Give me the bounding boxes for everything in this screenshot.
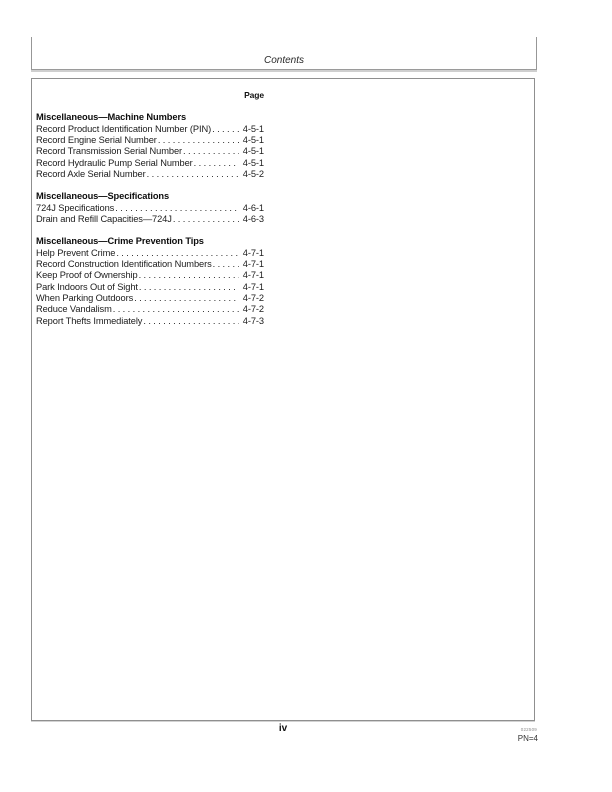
- toc-entry: [36, 293, 264, 304]
- footer-print-code: 022509: [520, 727, 537, 732]
- contents-title: Contents: [263, 55, 305, 66]
- toc-entry-title: Record Hydraulic Pump Serial Number: [36, 157, 193, 168]
- toc-entry-title: Help Prevent Crime: [36, 247, 116, 258]
- toc-entry-leader: [139, 282, 239, 293]
- toc-entry: [36, 248, 264, 259]
- header-box: [31, 37, 537, 70]
- toc-entry-page: 4-7-2: [242, 304, 264, 315]
- toc-entry-title: Report Thefts Immediately: [36, 315, 143, 326]
- toc-entry-page: 4-6-3: [242, 213, 264, 224]
- page-column-label: Page: [244, 90, 264, 100]
- toc-entry-leader: [139, 270, 239, 281]
- toc-entry-title: Record Axle Serial Number: [36, 168, 146, 179]
- toc-entry-page: 4-5-2: [242, 168, 264, 179]
- toc-entry-list: [36, 203, 264, 226]
- toc-section-heading: Miscellaneous—Specifications: [36, 191, 170, 202]
- toc-section: [36, 112, 264, 180]
- toc-entry-title: Record Engine Serial Number: [36, 134, 157, 145]
- toc-section: [36, 236, 264, 327]
- toc-entry-page: 4-7-1: [242, 258, 264, 269]
- footer-page-number: iv: [278, 723, 288, 734]
- toc-entry-page: 4-5-1: [242, 134, 264, 145]
- toc-entry-leader: [213, 259, 239, 270]
- toc-entry-page: 4-5-1: [242, 146, 264, 157]
- toc-entry-page: 4-7-2: [242, 292, 264, 303]
- toc-entry-title: Park Indoors Out of Sight: [36, 281, 138, 292]
- toc-entry-page: 4-6-1: [242, 202, 264, 213]
- toc-section-heading: Miscellaneous—Crime Prevention Tips: [36, 236, 204, 247]
- toc-entry: [36, 203, 264, 214]
- toc-entry-title: Drain and Refill Capacities—724J: [36, 213, 172, 224]
- toc-entry-title: When Parking Outdoors: [36, 292, 134, 303]
- toc-entry: [36, 124, 264, 135]
- toc-entry-leader: [173, 214, 239, 225]
- toc-entry-title: Record Transmission Serial Number: [36, 146, 183, 157]
- toc-entry: [36, 146, 264, 157]
- toc-section: [36, 191, 264, 225]
- toc-entry: [36, 270, 264, 281]
- toc-entry-page: 4-7-3: [242, 315, 264, 326]
- toc-entry-leader: [115, 203, 239, 214]
- toc-entry: [36, 282, 264, 293]
- toc-entry-list: [36, 124, 264, 181]
- toc-entry-page: 4-5-1: [242, 123, 264, 134]
- toc-section-heading: Miscellaneous—Machine Numbers: [36, 112, 187, 123]
- toc-entry: [36, 214, 264, 225]
- toc-entry: [36, 169, 264, 180]
- toc-entry-leader: [116, 248, 239, 259]
- toc-entry-leader: [212, 124, 239, 135]
- toc-entry-title: Record Product Identification Number (PIN): [36, 123, 212, 134]
- toc-entry-page: 4-7-1: [242, 281, 264, 292]
- toc-entry-leader: [194, 158, 239, 169]
- toc-entry: [36, 135, 264, 146]
- toc-entry-leader: [158, 135, 239, 146]
- toc-entry-leader: [147, 169, 239, 180]
- toc-entry: [36, 304, 264, 315]
- toc-column: [36, 90, 264, 327]
- toc-entry: [36, 259, 264, 270]
- toc-entry-leader: [134, 293, 239, 304]
- toc-entry-page: 4-7-1: [242, 247, 264, 258]
- toc-entry-page: 4-7-1: [242, 270, 264, 281]
- toc-entry-title: Reduce Vandalism: [36, 304, 112, 315]
- toc-entry-leader: [183, 146, 239, 157]
- toc-entry-title: 724J Specifications: [36, 202, 115, 213]
- toc-sections: [36, 112, 264, 327]
- toc-entry: [36, 316, 264, 327]
- toc-entry-title: Record Construction Identification Numbers: [36, 258, 212, 269]
- content-box: [31, 78, 535, 721]
- toc-entry-page: 4-5-1: [242, 157, 264, 168]
- toc-entry-title: Keep Proof of Ownership: [36, 270, 138, 281]
- footer-part-number: PN=4: [517, 734, 538, 743]
- toc-entry-list: [36, 248, 264, 327]
- toc-entry: [36, 158, 264, 169]
- toc-entry-leader: [143, 316, 239, 327]
- toc-entry-leader: [113, 304, 239, 315]
